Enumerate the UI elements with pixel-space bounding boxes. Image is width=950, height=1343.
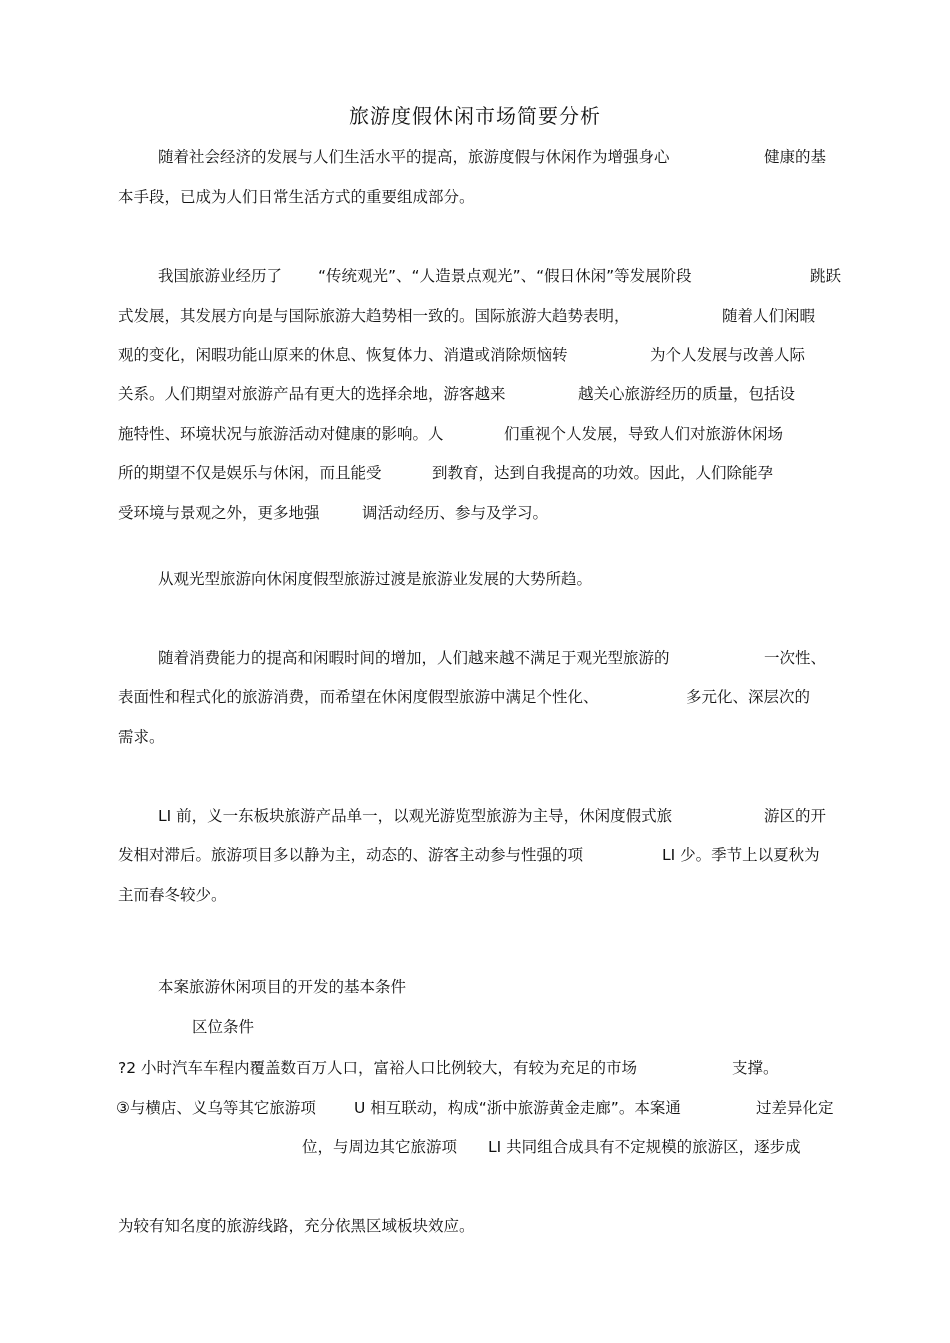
text-segment: 游区的开 (764, 807, 827, 825)
text-segment: “传统观光”、“人造景点观光”、“假日休闲”等发展阶段 (318, 267, 692, 285)
text-segment: 主而春冬较少。 (118, 886, 227, 904)
text-segment: LI 共同组合成具有不定规模的旅游区，逐步成 (488, 1138, 801, 1156)
text-segment: ?2 小时汽车车程内覆盖数百万人口，富裕人口比例较大，有较为充足的市场 (118, 1059, 638, 1077)
text-segment: 施特性、环境状况与旅游活动对健康的影响。人 (118, 425, 444, 443)
text-segment: 位，与周边其它旅游项 (302, 1138, 458, 1156)
text-segment: 随着社会经济的发展与人们生活水平的提高，旅游度假与休闲作为增强身心 (158, 148, 670, 166)
text-segment: 健康的基 (764, 148, 827, 166)
text-segment: 们重视个人发展，导致人们对旅游休闲场 (504, 425, 784, 443)
text-segment: 过差异化定 (756, 1099, 834, 1117)
text-segment: 多元化、深层次的 (686, 688, 811, 706)
text-segment: 为个人发展与改善人际 (650, 346, 806, 364)
text-segment: 支撑。 (732, 1059, 779, 1077)
text-segment: 为较有知名度的旅游线路，充分依黑区域板块效应。 (118, 1217, 475, 1235)
text-segment: 观的变化，闲暇功能山原来的休息、恢复体力、消遣或消除烦恼转 (118, 346, 568, 364)
text-segment: U 相互联动，构成“浙中旅游黄金走廊”。本案通 (354, 1099, 681, 1117)
text-segment: 越关心旅游经历的质量，包括设 (578, 385, 796, 403)
text-segment: ③与横店、义乌等其它旅游项 (116, 1099, 316, 1117)
text-segment: 一次性、 (764, 649, 827, 667)
text-segment: 跳跃 (810, 267, 842, 285)
text-segment: 关系。人们期望对旅游产品有更大的选择余地，游客越来 (118, 385, 506, 403)
text-segment: 所的期望不仅是娱乐与休闲，而且能受 (118, 464, 382, 482)
text-segment: 需求。 (118, 728, 165, 746)
text-segment: 从观光型旅游向休闲度假型旅游过渡是旅游业发展的大势所趋。 (158, 570, 593, 588)
text-segment: 发相对滞后。旅游项目多以静为主，动态的、游客主动参与性强的项 (118, 846, 584, 864)
text-segment: 随着人们闲暇 (722, 307, 816, 325)
text-segment: LI 少。季节上以夏秋为 (662, 846, 820, 864)
text-segment: 本手段，已成为人们日常生活方式的重要组成部分。 (118, 188, 475, 206)
document-title: 旅游度假休闲市场简要分析 (349, 104, 601, 128)
text-segment: 到教育，达到自我提高的功效。因此，人们除能孕 (432, 464, 774, 482)
text-segment: 本案旅游休闲项目的开发的基本条件 (158, 978, 407, 996)
text-segment: 受环境与景观之外，更多地强 (118, 504, 320, 522)
text-segment: 随着消费能力的提高和闲暇时间的增加，人们越来越不满足于观光型旅游的 (158, 649, 670, 667)
text-segment: 式发展，其发展方向是与国际旅游大趋势相一致的。国际旅游大趋势表明， (118, 307, 630, 325)
text-segment: 区位条件 (192, 1018, 255, 1036)
text-segment: 调活动经历、参与及学习。 (362, 504, 549, 522)
text-segment: LI 前，义一东板块旅游产品单一，以观光游览型旅游为主导，休闲度假式旅 (158, 807, 673, 825)
text-segment: 我国旅游业经历了 (158, 267, 283, 285)
text-segment: 表面性和程式化的旅游消费，而希望在休闲度假型旅游中满足个性化、 (118, 688, 599, 706)
